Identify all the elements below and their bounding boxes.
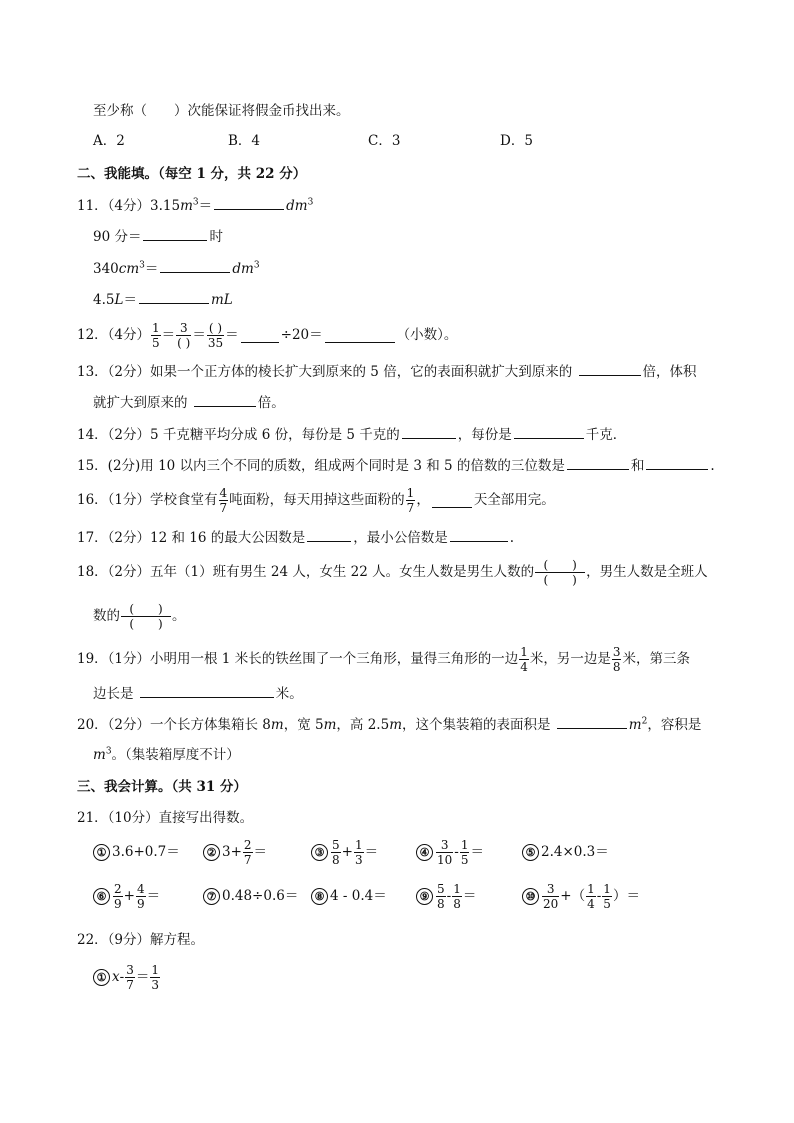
fraction xyxy=(542,882,559,911)
q20-text-e: ，容积是 xyxy=(647,717,702,733)
fraction xyxy=(460,838,470,867)
numerator: 1 xyxy=(587,881,595,896)
denominator: 4 xyxy=(587,896,595,911)
plus: + xyxy=(560,888,572,904)
fraction xyxy=(331,838,341,867)
circle-1-marker: ① xyxy=(93,844,110,861)
q17-line xyxy=(77,527,514,548)
q17-blank-gcd[interactable] xyxy=(307,527,351,542)
q12-fraction-3 xyxy=(207,321,224,350)
numerator: 1 xyxy=(603,881,611,896)
circle-6-marker: ⑥ xyxy=(93,888,110,905)
q11-a-sup: 3 xyxy=(192,197,199,208)
q15-blank-2[interactable] xyxy=(646,455,708,470)
numerator: 1 xyxy=(151,962,159,977)
q11-line-c xyxy=(93,258,260,279)
q10-option-a[interactable]: A．2 xyxy=(93,133,125,149)
section-3-title: 三、我会计算。（共 31 分） xyxy=(77,779,247,795)
q21-item-2-text: 3+ xyxy=(222,844,242,860)
q12-blank-decimal[interactable] xyxy=(325,328,395,343)
q20-sup-3: 3 xyxy=(105,746,112,757)
plus: + xyxy=(341,844,353,860)
q11-a-blank[interactable] xyxy=(214,195,284,210)
fraction xyxy=(243,838,253,867)
q11-a-eq: ＝ xyxy=(198,198,213,214)
circle-1-marker: ① xyxy=(93,969,110,986)
numerator: 1 xyxy=(354,837,363,852)
q11-d-unit: L xyxy=(114,292,124,308)
q20-text-a: 20．（2分）一个长方体集箱长 8 xyxy=(77,717,271,733)
q11-a-target-sup: 3 xyxy=(307,197,314,208)
denominator: 10 xyxy=(437,852,453,867)
q19-text-b: 米，另一边是 xyxy=(529,651,611,667)
denominator: 7 xyxy=(219,500,228,515)
q20-sup-2: 2 xyxy=(641,716,648,727)
q21-item-4 xyxy=(416,836,484,868)
numerator: 4 xyxy=(219,485,228,500)
denominator: 35 xyxy=(207,335,224,350)
q19-fraction-side-1 xyxy=(519,645,529,674)
q13-line-1 xyxy=(77,361,697,382)
q11-c-target-unit: dm xyxy=(232,261,254,277)
variable-x: x xyxy=(112,969,120,985)
fraction xyxy=(452,882,462,911)
q11-d-target-unit: mL xyxy=(210,292,233,308)
q19-fraction-side-2 xyxy=(612,645,622,674)
denominator-blank[interactable]: ( ) xyxy=(177,335,191,350)
q19-line-1 xyxy=(77,642,690,676)
denominator-blank[interactable]: ( ) xyxy=(535,572,585,587)
q22-equation-1 xyxy=(93,960,161,994)
circle-5-marker: ⑤ xyxy=(522,844,539,861)
minus: - xyxy=(454,844,459,860)
fraction xyxy=(113,882,123,911)
numerator: 5 xyxy=(332,837,340,852)
equals: ＝ xyxy=(470,844,484,860)
numerator-blank[interactable]: ( ) xyxy=(208,320,223,335)
denominator: 7 xyxy=(243,852,252,867)
q15-blank-1[interactable] xyxy=(567,455,629,470)
q11-c-blank[interactable] xyxy=(160,258,230,273)
q19-text-d: 边长是 xyxy=(93,686,134,702)
q16-blank-days[interactable] xyxy=(432,493,472,508)
numerator: 1 xyxy=(520,644,528,659)
q12-divide: ÷20＝ xyxy=(280,327,323,343)
q19-blank-third-side[interactable] xyxy=(140,683,274,698)
q21-title: 21．（10分）直接写出得数。 xyxy=(77,810,254,826)
q17-text-c: . xyxy=(509,530,515,546)
q20-unit-m-1: m xyxy=(270,717,284,733)
q20-line-2 xyxy=(93,745,240,765)
q15-text-c: . xyxy=(710,458,715,474)
numerator: 3 xyxy=(440,837,449,852)
q14-text-a: 14．（2分）5 千克糖平均分成 6 份，每份是 5 千克的 xyxy=(77,427,400,443)
q21-item-8 xyxy=(311,886,387,906)
q15-text-b: 和 xyxy=(630,458,645,474)
q15-text-a: 15．(2分)用 10 以内三个不同的质数，组成两个同时是 3 和 5 的倍数的三位数是 xyxy=(77,458,565,474)
numerator: 5 xyxy=(437,881,445,896)
q21-item-1-text: 3.6+0.7＝ xyxy=(112,844,180,860)
fraction xyxy=(602,882,612,911)
q10-option-c[interactable]: C．3 xyxy=(368,133,401,149)
q11-line-b xyxy=(93,226,223,247)
q17-text-b: ，最小公倍数是 xyxy=(353,530,448,546)
q21-item-2 xyxy=(203,836,267,868)
q21-item-3 xyxy=(311,836,378,868)
denominator: 8 xyxy=(612,659,621,674)
q16-fraction-daily xyxy=(406,486,416,515)
q12-tail: （小数）。 xyxy=(396,327,458,343)
q16-text-d: 天全部用完。 xyxy=(473,492,555,508)
minus: - xyxy=(119,969,125,985)
denominator: 7 xyxy=(406,500,415,515)
denominator: 8 xyxy=(332,852,340,867)
circle-9-marker: ⑨ xyxy=(416,888,433,905)
q11-b-unit: 时 xyxy=(209,229,223,245)
equals: ＝ xyxy=(462,888,477,904)
q21-item-8-text: 4 - 0.4＝ xyxy=(330,888,387,904)
q11-d-blank[interactable] xyxy=(139,289,209,304)
q15-line xyxy=(77,455,715,476)
q11-line-d xyxy=(93,289,233,310)
denominator: 5 xyxy=(152,335,160,350)
numerator: 4 xyxy=(136,881,145,896)
q20-unit-m-2: m xyxy=(323,717,337,733)
denominator: 4 xyxy=(520,659,528,674)
q21-item-10 xyxy=(522,880,640,912)
q16-fraction-flour xyxy=(219,486,229,515)
numerator: 1 xyxy=(460,837,469,852)
denominator-blank[interactable]: ( ) xyxy=(121,616,171,631)
q12-fraction-2 xyxy=(176,321,191,350)
fraction xyxy=(354,838,364,867)
equals: ＝ xyxy=(146,888,161,904)
fraction xyxy=(150,963,160,992)
q12-line xyxy=(77,320,457,350)
circle-10-marker: ⑩ xyxy=(522,888,539,905)
q21-item-5 xyxy=(522,842,609,862)
q20-line-1 xyxy=(77,714,701,735)
q13-text-d: 倍。 xyxy=(257,395,285,411)
numerator-blank[interactable]: ( ) xyxy=(543,557,577,572)
q12-eq-2: ＝ xyxy=(192,327,206,343)
q11-a-value: 3.15 xyxy=(150,198,181,214)
q11-a-target-unit: dm xyxy=(286,198,308,214)
circle-7-marker: ⑦ xyxy=(203,888,220,905)
q11-c-sup: 3 xyxy=(139,260,145,271)
q13-line-2 xyxy=(93,392,285,413)
numerator: 1 xyxy=(453,881,461,896)
q11-line-a xyxy=(77,195,313,216)
q10-option-b[interactable]: B．4 xyxy=(228,133,261,149)
minus: - xyxy=(446,888,452,904)
numerator: 3 xyxy=(126,962,134,977)
q20-text-b: ，宽 5 xyxy=(283,717,324,733)
q17-blank-lcm[interactable] xyxy=(450,527,508,542)
q11-c-value: 340 xyxy=(93,261,119,277)
numerator: 1 xyxy=(152,320,160,335)
q16-line xyxy=(77,484,555,516)
numerator: 3 xyxy=(179,320,188,335)
q18-text-c: 数的 xyxy=(93,608,120,624)
q14-blank-kg[interactable] xyxy=(514,424,584,439)
fraction xyxy=(125,963,135,992)
q11-a-unit: m xyxy=(180,198,193,214)
q18-text-a: 18．（2分）五年（1）班有男生 24 人，女生 22 人。女生人数是男生人数的 xyxy=(77,564,535,580)
q13-text-b: 倍，体积 xyxy=(642,364,697,380)
q13-text-c: 就扩大到原来的 xyxy=(93,395,188,411)
q21-item-5-text: 2.4×0.3＝ xyxy=(541,844,609,860)
q14-blank-fraction[interactable] xyxy=(402,424,456,439)
q16-text-b: 吨面粉，每天用掉这些面粉的 xyxy=(229,492,405,508)
q19-line-2 xyxy=(93,683,303,704)
numerator: 1 xyxy=(406,485,415,500)
denominator: 3 xyxy=(151,977,159,992)
q11-b-blank[interactable] xyxy=(143,226,207,241)
q12-eq-3: ＝ xyxy=(225,327,239,343)
q21-item-7 xyxy=(203,886,298,906)
numerator: 2 xyxy=(114,881,122,896)
q17-text-a: 17．（2分）12 和 16 的最大公因数是 xyxy=(77,530,306,546)
fraction xyxy=(436,882,446,911)
q13-text-a: 13．（2分）如果一个正方体的棱长扩大到原来的 5 倍，它的表面积就扩大到原来的 xyxy=(77,364,573,380)
q18-line-2 xyxy=(93,598,186,634)
q12-blank-dividend[interactable] xyxy=(241,328,279,343)
minus: - xyxy=(596,888,602,904)
q16-text-a: 16．（1分）学校食堂有 xyxy=(77,492,218,508)
q11-b-value: 90 分＝ xyxy=(93,229,142,245)
section-2-title: 二、我能填。（每空 1 分，共 22 分） xyxy=(77,166,307,182)
q12-eq-1: ＝ xyxy=(161,327,176,343)
numerator: 3 xyxy=(612,644,621,659)
circle-3-marker: ③ xyxy=(311,844,328,861)
q11-c-eq: ＝ xyxy=(144,261,159,277)
q11-number: 11．（4分） xyxy=(77,198,151,214)
q19-text-e: 米。 xyxy=(275,686,303,702)
circle-2-marker: ② xyxy=(203,844,220,861)
q21-item-9 xyxy=(416,880,476,912)
equals: ＝ xyxy=(253,844,268,860)
q11-c-unit: cm xyxy=(118,261,140,277)
fraction xyxy=(586,882,596,911)
q20-blank-area[interactable] xyxy=(557,714,627,729)
numerator: 2 xyxy=(243,837,252,852)
q10-stem-tail: 至少称（ ）次能保证将假金币找出来。 xyxy=(93,103,350,119)
numerator: 3 xyxy=(546,881,555,896)
q10-option-d[interactable]: D．5 xyxy=(500,133,533,149)
circle-8-marker: ⑧ xyxy=(311,888,328,905)
q21-item-6 xyxy=(93,880,160,912)
q20-text-f: 。（集装箱厚度不计） xyxy=(111,747,240,763)
denominator: 5 xyxy=(460,852,469,867)
denominator: 9 xyxy=(114,896,122,911)
q20-unit-m3: m xyxy=(93,747,106,763)
q14-text-b: ，每份是 xyxy=(457,427,512,443)
q22-title: 22．（9分）解方程。 xyxy=(77,932,205,948)
q13-blank-volume[interactable] xyxy=(194,392,256,407)
plus: + xyxy=(123,888,135,904)
denominator: 8 xyxy=(453,896,461,911)
denominator: 3 xyxy=(354,852,363,867)
circle-4-marker: ④ xyxy=(416,844,433,861)
equals: ＝ xyxy=(135,969,150,985)
q18-text-d: 。 xyxy=(172,608,186,624)
numerator-blank[interactable]: ( ) xyxy=(129,601,163,616)
q11-d-eq: ＝ xyxy=(123,292,137,308)
q21-item-1 xyxy=(93,842,180,862)
q12-fraction-1 xyxy=(151,321,161,350)
equals: ＝ xyxy=(364,844,379,860)
denominator: 5 xyxy=(603,896,611,911)
q18-text-b: ，男生人数是全班人 xyxy=(586,564,708,580)
left-paren: （ xyxy=(571,888,586,904)
q20-text-c: ，高 2.5 xyxy=(336,717,390,733)
denominator: 20 xyxy=(543,896,559,911)
q20-text-d: ，这个集装箱的表面积是 xyxy=(402,717,551,733)
q14-text-c: 千克． xyxy=(585,427,627,443)
fraction xyxy=(136,882,146,911)
denominator: 9 xyxy=(136,896,145,911)
q20-unit-m-3: m xyxy=(389,717,402,733)
right-paren: ） xyxy=(612,888,627,904)
q11-d-value: 4.5 xyxy=(93,292,115,308)
q19-text-a: 19．（1分）小明用一根 1 米长的铁丝围了一个三角形，量得三角形的一边 xyxy=(77,651,519,667)
denominator: 8 xyxy=(437,896,445,911)
q13-blank-area[interactable] xyxy=(579,361,641,376)
equals: ＝ xyxy=(626,888,640,904)
q12-number: 12．（4分） xyxy=(77,327,151,343)
q21-item-7-text: 0.48÷0.6＝ xyxy=(222,888,299,904)
q20-unit-m2: m xyxy=(628,717,642,733)
q18-fraction-blank-1[interactable] xyxy=(535,558,585,587)
q18-line-1 xyxy=(77,554,708,590)
denominator: 7 xyxy=(126,977,134,992)
fraction xyxy=(436,838,453,867)
q16-comma: ， xyxy=(416,492,430,508)
q19-text-c: 米，第三条 xyxy=(622,651,690,667)
q18-fraction-blank-2[interactable] xyxy=(121,602,171,631)
q11-c-target-sup: 3 xyxy=(253,260,260,271)
q14-line xyxy=(77,424,626,445)
